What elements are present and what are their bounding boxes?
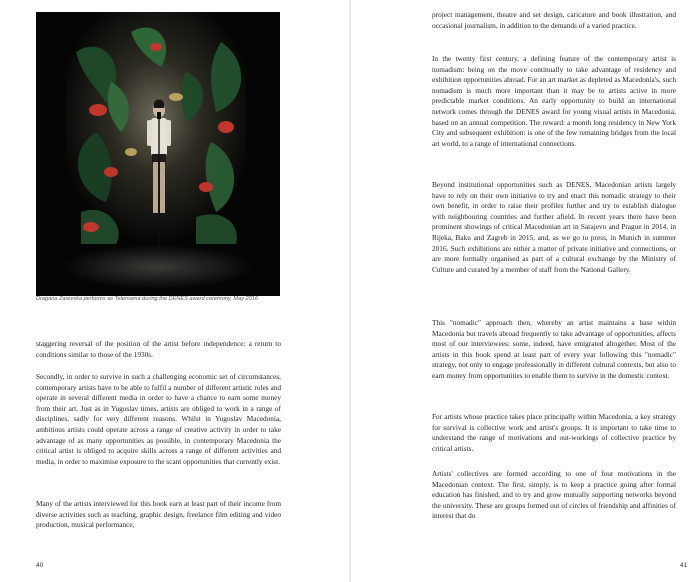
right-page	[351, 0, 700, 582]
left-page	[0, 0, 349, 582]
performance-photo	[36, 12, 280, 296]
page-number: 40	[36, 562, 44, 569]
body-paragraph: This "nomadic" approach then, whereby an artist maintains a base within Macedonia but travels abroad frequently to take advantage of opportunities, affects most of our interviewees: some, indeed, have emigrated altogether. Most of the artists in this book spend at least part of every year following this "nomadic" strategy, not only to engage professionally in different cultural contexts, but also to earn money from opportunities to enable them to survive in the domestic context.	[432, 318, 676, 380]
body-paragraph: staggering reversal of the position of the artist before independence: a return to conditions similar to those of the 1930s.	[36, 339, 281, 359]
body-paragraph: Many of the artists interviewed for this book earn at least part of their income from diverse activities such as teaching, graphic design, freelance film editing and video production, musical performance,	[36, 499, 281, 530]
body-paragraph: For artists whose practice takes place principally within Macedonia, a key strategy for survival is collective work and artist's groups. It is important to take time to understand the range of motivations and out-workings of collective practice by critical artists.	[432, 412, 676, 453]
body-paragraph: Beyond institutional opportunities such as DENES, Macedonian artists largely have to rely on their own initiative to try and enact this nomadic strategy to their own benefit, in order to raise their profiles further and try to establish dialogue with neighbouring countries and further afield. In recent years there have been prominent showings of critical Macedonian art in Sarajevo and Prague in 2014, in Rijeka, Baku and Zagreb in 2015, and, as we go to press, in Munich in summer 2016. Such exhibitions are either a matter of private initiative and connections, or are more formally organised as part of a cultural exchange by the Ministry of Culture and curated by a member of staff from the National Gallery.	[432, 180, 676, 274]
body-paragraph: Secondly, in order to survive in such a challenging economic set of circumstances, contemporary artists have to be able to fulfil a number of different artistic roles and operate in several different media in order to have a chance to earn some money from their art. Just as in Yugoslav times, artists are obliged to work in a range of disciplines, sadly for very different reasons. Whilst in Yugoslav Macedonia, ambitious artists could operate across a range of creative activity in order to take advantage of as many opportunities as possible, in contemporary Macedonia the critical artist is obliged to acquire skills across a range of different activities and media, in order to maximise exposure to the scant opportunities that currently exist.	[36, 372, 281, 466]
body-paragraph: In the twenty first century, a defining feature of the contemporary artist is nomadism: being on the move continually to take advantage of residency and exhibition opportunities abroad. For an art market as depleted as Macedonia's, such nomadism is much more important than it may be to artists active in more predictable market conditions. An early opportunity to build an international network comes through the DENES award for young visual artists in Macedonia, based on an annual competition. The reward: a month long residency in New York City and subsequent exhibition: is one of the few remaining bridges from the local art world, to a range of international connections.	[432, 54, 676, 148]
page-number: 41	[680, 562, 688, 569]
photo-caption: Dragana Zarevska performs as Telemama during the DENES award ceremony, May 2016	[36, 296, 258, 302]
body-paragraph: Artists' collectives are formed according to one of four motivations in the Macedonian context. The first, simply, is to keep a practice going after formal education has finished, and to try and grow mutually supporting networks beyond the university. These are groups formed out of circles of friendship and affinities of interest that do	[432, 469, 676, 521]
body-paragraph: project management, theatre and set design, caricature and book illustration, and occasional journalism, in addition to the demands of a varied practice.	[432, 10, 676, 30]
